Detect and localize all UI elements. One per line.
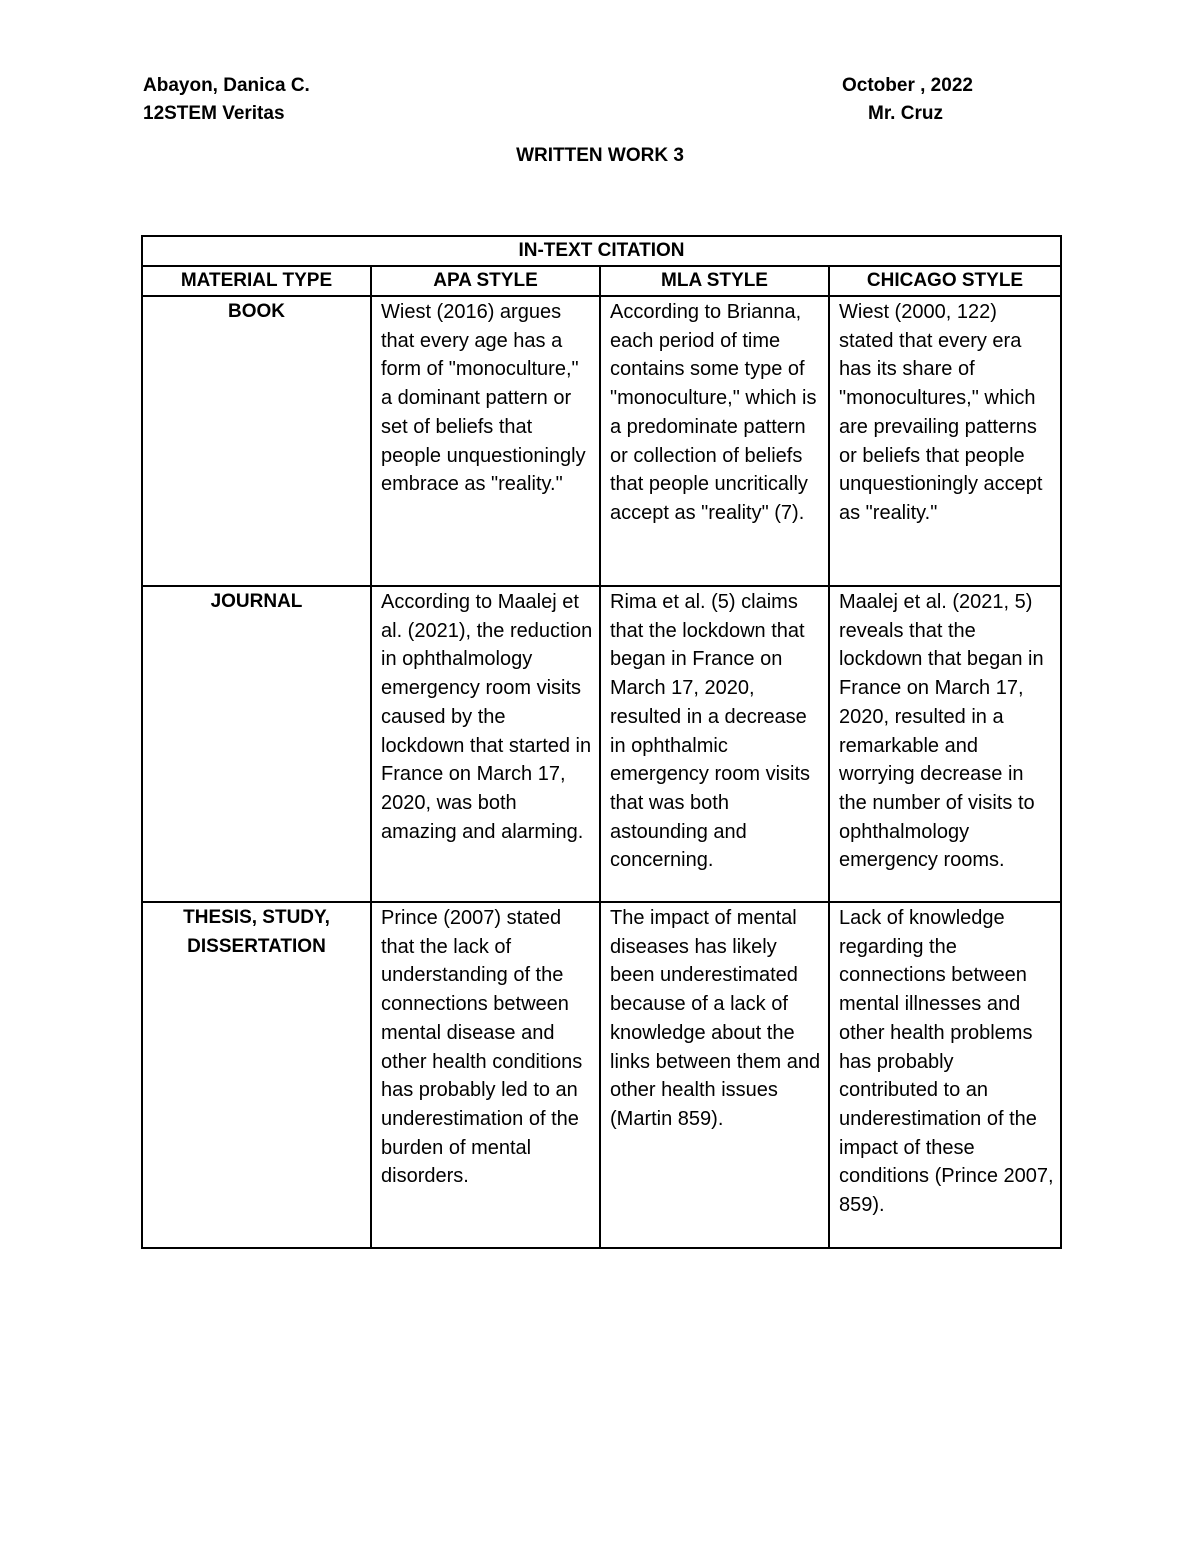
apa-citation-cell: According to Maalej et al. (2021), the reduction in ophthalmology emergency room visits caused by the lockdown that started in France on March 17, 2020, was both amazing and alarming. [371,586,600,902]
mla-citation-cell: The impact of mental diseases has likely been underestimated because of a lack of knowledge about the links between them and other health issues (Martin 859). [600,902,829,1248]
material-type-cell: JOURNAL [142,586,371,902]
column-header-material-type: MATERIAL TYPE [142,266,371,296]
citation-table [141,235,1062,1249]
material-type-cell: BOOK [142,296,371,586]
apa-citation-cell: Wiest (2016) argues that every age has a form of "monoculture," a dominant pattern or set of beliefs that people unquestioningly embrace as "reality." [371,296,600,586]
column-header-apa-style: APA STYLE [371,266,600,296]
table-header-row [142,266,1061,296]
table-row-book [142,296,1061,586]
column-header-chicago-style: CHICAGO STYLE [829,266,1061,296]
mla-citation-cell: Rima et al. (5) claims that the lockdown that began in France on March 17, 2020, resulted in a decrease in ophthalmic emergency room visits that was both astounding and concerning. [600,586,829,902]
student-section: 12STEM Veritas [143,103,285,124]
column-header-mla-style: MLA STYLE [600,266,829,296]
table-row-journal [142,586,1061,902]
document-title: WRITTEN WORK 3 [516,145,684,166]
mla-citation-cell: According to Brianna, each period of time contains some type of "monoculture," which is a predominate pattern or collection of beliefs that people uncritically accept as "reality" (7). [600,296,829,586]
document-date: October , 2022 [842,75,973,96]
table-caption: IN-TEXT CITATION [142,236,1061,266]
student-name: Abayon, Danica C. [143,75,310,96]
chicago-citation-cell: Maalej et al. (2021, 5) reveals that the lockdown that began in France on March 17, 2020, resulted in a remarkable and worrying decrease in the number of visits to ophthalmology emergency rooms. [829,586,1061,902]
chicago-citation-cell: Wiest (2000, 122) stated that every era has its share of "monocultures," which are prevailing patterns or beliefs that people unquestioningly accept as "reality." [829,296,1061,586]
chicago-citation-cell: Lack of knowledge regarding the connections between mental illnesses and other health problems has probably contributed to an underestimation of the impact of these conditions (Prince 2007, 859). [829,902,1061,1248]
apa-citation-cell: Prince (2007) stated that the lack of understanding of the connections between mental disease and other health conditions has probably led to an underestimation of the burden of mental disorders. [371,902,600,1248]
table-row-thesis [142,902,1061,1248]
teacher-name: Mr. Cruz [868,103,943,124]
material-type-cell: THESIS, STUDY, DISSERTATION [142,902,371,1248]
